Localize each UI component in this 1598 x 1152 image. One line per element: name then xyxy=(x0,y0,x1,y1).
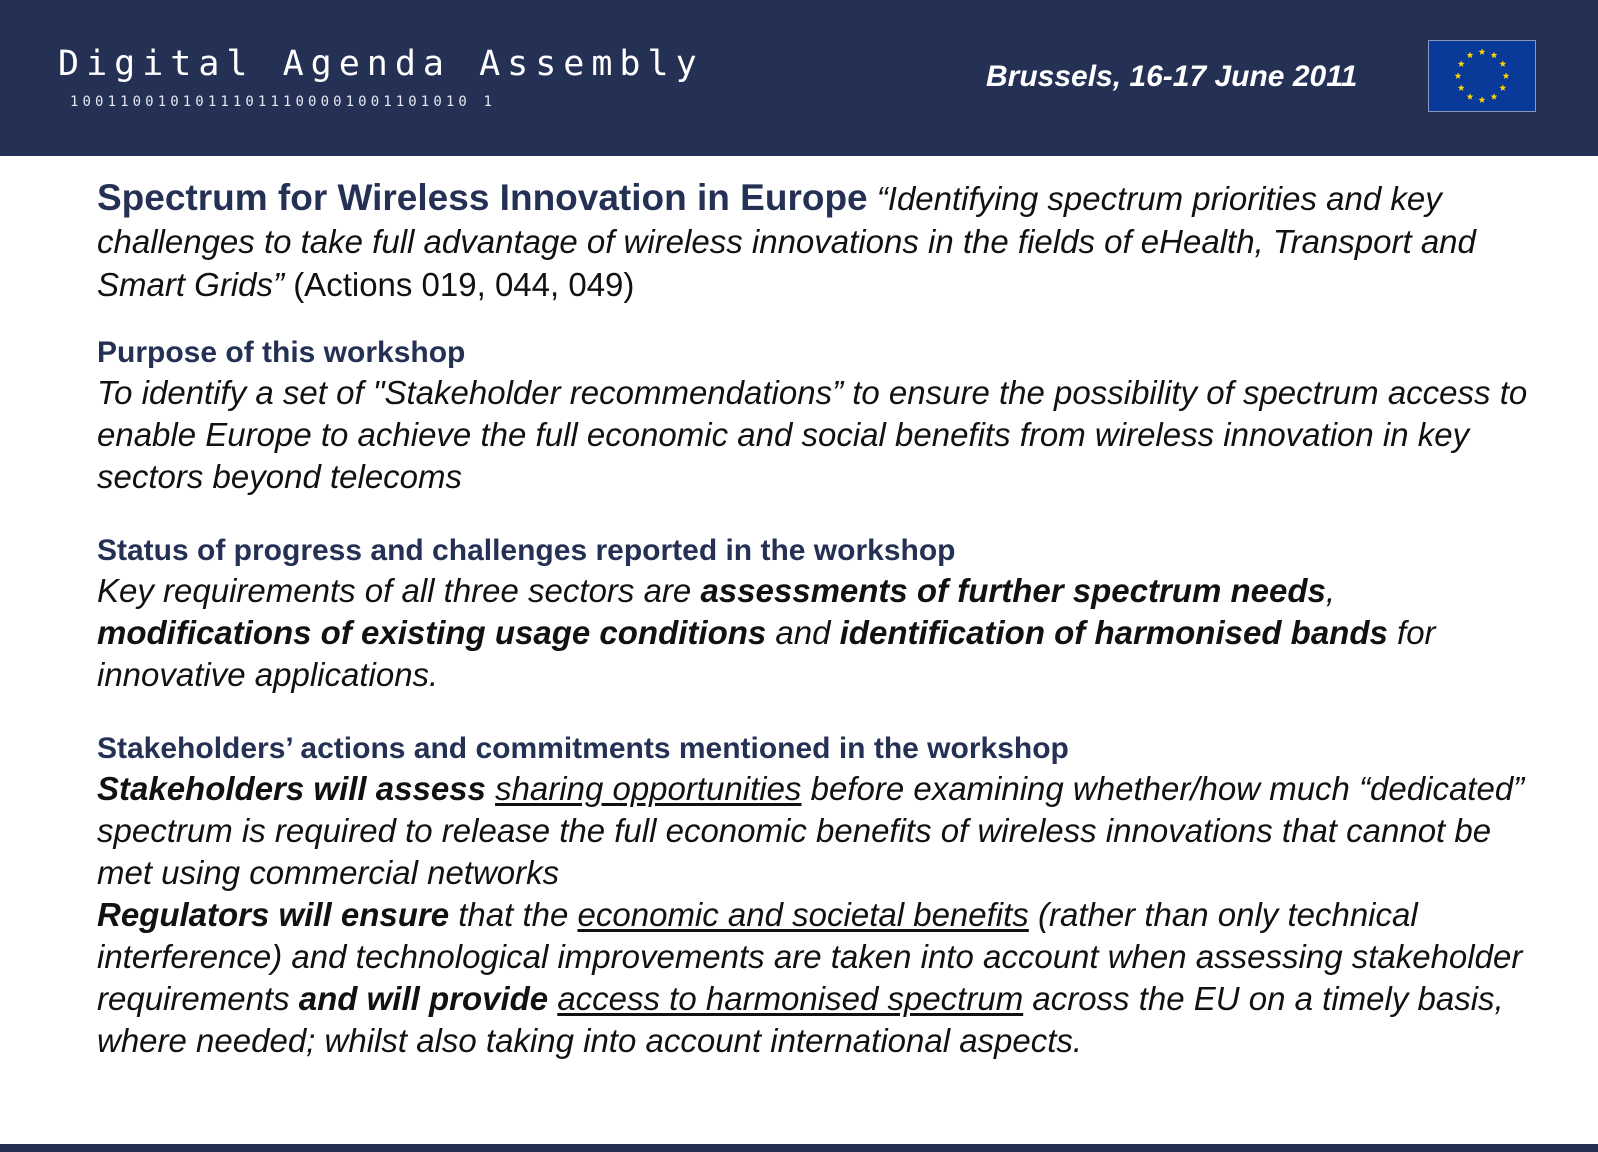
purpose-text: To identify a set of "Stakeholder recommendations” to ensure the possibility of spectrum access to enable Europe to achieve the full economic and social benefits from wireless innovation in key sectors beyond telecoms xyxy=(97,374,1528,495)
status-text xyxy=(97,570,1537,696)
eu-star-icon xyxy=(1467,93,1474,100)
brand-title: Digital Agenda Assembly xyxy=(58,44,704,84)
stakeholders-heading: Stakeholders’ actions and commitments mentioned in the workshop xyxy=(97,732,1069,765)
p2-text-3: across the EU on a timely basis, where needed; whilst also taking into account international aspects. xyxy=(97,980,1504,1059)
p2-bold-1: Regulators will ensure xyxy=(97,896,450,933)
eu-star-icon xyxy=(1479,48,1486,55)
status-bold-3: identification of harmonised bands xyxy=(839,614,1388,651)
eu-star-icon xyxy=(1467,52,1474,59)
p1-text: before examining whether/how much “dedicated” spectrum is required to release the full economic benefits of wireless innovations that cannot be met using commercial networks xyxy=(97,770,1525,891)
p2-underline-1: economic and societal benefits xyxy=(577,896,1029,933)
purpose-heading: Purpose of this workshop xyxy=(97,336,466,369)
eu-star-icon xyxy=(1479,96,1486,103)
title-main: Spectrum for Wireless Innovation in Europe xyxy=(97,177,868,218)
p2-underline-2: access to harmonised spectrum xyxy=(557,980,1024,1017)
eu-star-icon xyxy=(1503,72,1510,79)
eu-star-icon xyxy=(1499,60,1506,67)
status-bold-2: modifications of existing usage conditions xyxy=(97,614,767,651)
header-banner xyxy=(0,0,1598,156)
eu-star-icon xyxy=(1491,93,1498,100)
p1-space xyxy=(486,770,495,807)
eu-flag-icon xyxy=(1428,40,1536,112)
event-date: Brussels, 16-17 June 2011 xyxy=(986,60,1358,93)
status-text-4: for innovative applications. xyxy=(97,614,1436,693)
eu-star-icon xyxy=(1491,52,1498,59)
status-text-3: and xyxy=(766,614,840,651)
p2-text-1: that the xyxy=(449,896,578,933)
status-text-1: Key requirements of all three sectors are xyxy=(97,572,701,609)
p2-bold-2: and will provide xyxy=(298,980,549,1017)
title-quote: “Identifying spectrum priorities and key challenges to take full advantage of wireless innovations in the fields of eHealth, Transport and Smart Grids” xyxy=(97,180,1476,303)
eu-star-icon xyxy=(1458,84,1465,91)
p1-underline: sharing opportunities xyxy=(495,770,802,807)
stakeholders-section xyxy=(97,730,1537,1062)
slide-content xyxy=(97,176,1537,1062)
purpose-section xyxy=(97,334,1537,498)
binary-strip: 10011001010111011100001001101010 1 xyxy=(70,94,496,110)
eu-star-icon xyxy=(1499,84,1506,91)
stakeholders-para-2 xyxy=(97,894,1537,1062)
p2-space xyxy=(548,980,557,1017)
eu-star-icon xyxy=(1458,60,1465,67)
eu-stars xyxy=(1429,41,1535,111)
status-bold-1: assessments of further spectrum needs xyxy=(700,572,1326,609)
title-actions: (Actions 019, 044, 049) xyxy=(293,266,635,303)
slide-title xyxy=(97,176,1537,306)
status-section xyxy=(97,532,1537,696)
status-heading: Status of progress and challenges reported in the workshop xyxy=(97,534,956,567)
stakeholders-para-1 xyxy=(97,768,1537,894)
eu-star-icon xyxy=(1455,72,1462,79)
p1-bold: Stakeholders will assess xyxy=(97,770,486,807)
p2-text-2: (rather than only technical interference) and technological improvements are taken into account when assessing stakeholder requirements xyxy=(97,896,1523,1017)
footer-rule xyxy=(0,1144,1598,1152)
status-text-2: , xyxy=(1325,572,1336,609)
